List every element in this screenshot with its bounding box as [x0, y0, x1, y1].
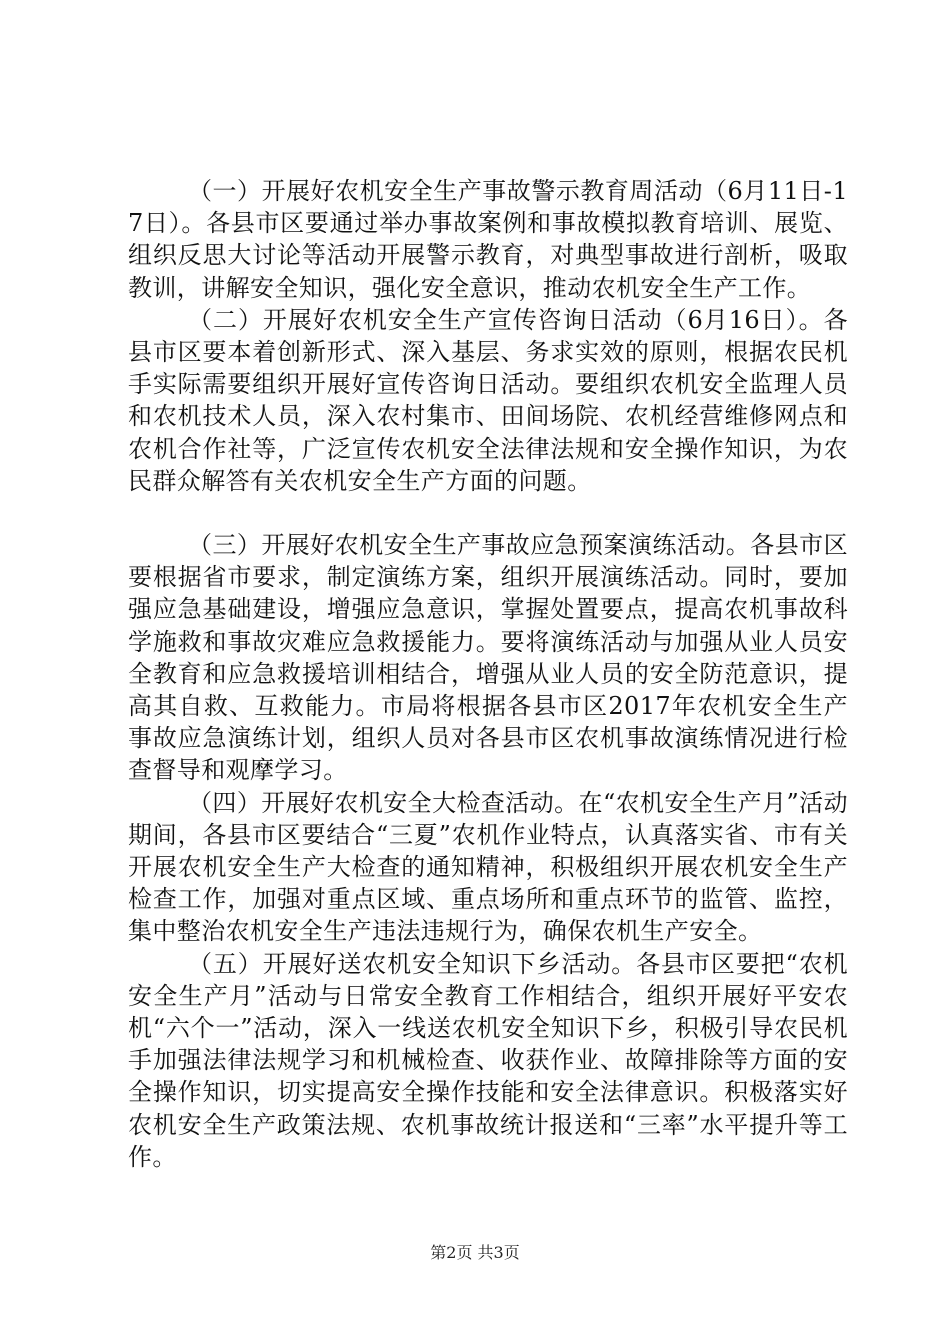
paragraph-3: （三）开展好农机安全生产事故应急预案演练活动。各县市区要根据省市要求，制定演练方案，组织开展演练活动。同时，要加强应急基础建设，增强应急意识，掌握处置要点，提高农机事故科学施救和事故灾难应急救援能力。要将演练活动与加强从业人员安全教育和应急救援培训相结合，增强从业人员的安全防范意识，提高其自救、互救能力。市局将根据各县市区2017年农机安全生产事故应急演练计划，组织人员对各县市区农机事故演练情况进行检查督导和观摩学习。 [128, 531, 848, 785]
paragraph-1: （一）开展好农机安全生产事故警示教育周活动（6月11日-17日）。各县市区要通过举办事故案例和事故模拟教育培训、展览、组织反思大讨论等活动开展警示教育，对典型事故进行剖析，吸取教训，讲解安全知识，强化安全意识，推动农机安全生产工作。 [128, 177, 848, 302]
paragraph-5: （五）开展好送农机安全知识下乡活动。各县市区要把“农机安全生产月”活动与日常安全教育工作相结合，组织开展好平安农机“六个一”活动，深入一线送农机安全知识下乡，积极引导农民机手加强法律法规学习和机械检查、收获作业、故障排除等方面的安全操作知识，切实提高安全操作技能和安全法律意识。积极落实好农机安全生产政策法规、农机事故统计报送和“三率”水平提升等工作。 [128, 949, 848, 1171]
paragraph-4: （四）开展好农机安全大检查活动。在“农机安全生产月”活动期间，各县市区要结合“三夏”农机作业特点，认真落实省、市有关开展农机安全生产大检查的通知精神，积极组织开展农机安全生产检查工作，加强对重点区域、重点场所和重点环节的监管、监控，集中整治农机安全生产违法违规行为，确保农机生产安全。 [128, 788, 848, 946]
page-number-footer: 第2页 共3页 [430, 1243, 520, 1262]
paragraph-2: （二）开展好农机安全生产宣传咨询日活动（6月16日）。各县市区要本着创新形式、深入基层、务求实效的原则，根据农民机手实际需要组织开展好宣传咨询日活动。要组织农机安全监理人员和农机技术人员，深入农村集市、田间场院、农机经营维修网点和农机合作社等，广泛宣传农机安全法律法规和安全操作知识，为农民群众解答有关农机安全生产方面的问题。 [128, 305, 848, 495]
paragraph-spacer [128, 497, 848, 529]
document-body [128, 175, 848, 1173]
